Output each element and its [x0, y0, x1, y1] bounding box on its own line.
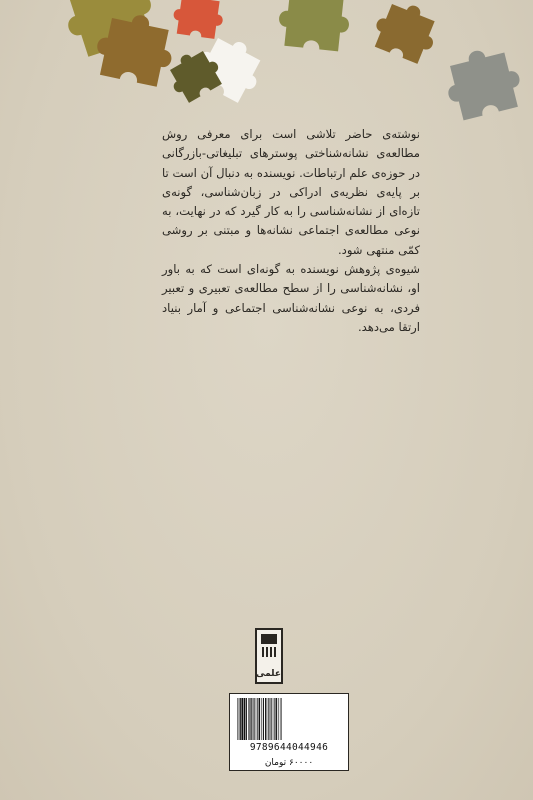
barcode-bar	[274, 698, 275, 740]
barcode-bar	[267, 698, 268, 740]
barcode-bar	[276, 698, 277, 740]
barcode-bar	[278, 698, 279, 740]
publisher-logo-text: علمی	[256, 669, 281, 679]
barcode-bar	[257, 698, 258, 740]
barcode-bar	[240, 698, 241, 740]
price-label: ۶۰۰۰۰ تومان	[229, 756, 349, 771]
barcode-bar	[281, 698, 282, 740]
publisher-logo	[255, 628, 283, 684]
barcode-bar	[280, 698, 281, 740]
barcode-bar	[265, 698, 266, 740]
barcode-bar	[246, 698, 247, 740]
isbn-barcode	[229, 693, 349, 757]
barcode-bar	[251, 698, 252, 740]
back-cover-blurb	[162, 125, 420, 337]
barcode-bars	[236, 698, 342, 740]
barcode-bar	[244, 698, 246, 740]
logo-window-shape	[261, 634, 277, 644]
barcode-bar	[237, 698, 238, 740]
barcode-bar	[256, 698, 257, 740]
barcode-bar	[259, 698, 260, 740]
barcode-bar	[248, 698, 249, 740]
barcode-bar	[268, 698, 269, 740]
barcode-bar	[273, 698, 274, 740]
barcode-bar	[263, 698, 264, 740]
blurb-paragraph-2: شیوه‌ی پژوهش نویسنده به گونه‌ای است که به باور او، نشانه‌شناسی را از سطح مطالعه‌ی تعبیری و تعبیر فردی، به نوعی نشانه‌شناسی اجتماعی و آمار بنیاد ارتقا می‌دهد.	[162, 262, 420, 334]
barcode-bar	[254, 698, 255, 740]
puzzle-piece-brown-right	[368, 0, 443, 66]
puzzle-piece-green	[276, 0, 352, 52]
puzzle-piece-orange	[171, 0, 226, 40]
logo-bars-shape	[262, 647, 276, 657]
barcode-bar	[271, 698, 272, 740]
barcode-bar	[241, 698, 243, 740]
barcode-bar	[249, 698, 250, 740]
blurb-paragraph-1: نوشته‌ی حاضر تلاشی است برای معرفی روش مطالعه‌ی نشانه‌شناختی پوسترهای تبلیغاتی-بازرگانی در حوزه‌ی علم ارتباطات. نویسنده به دنبال آن است تا بر پایه‌ی نظریه‌ی ادراکی در زبان‌شناسی، گونه‌ی تازه‌ای از نشانه‌شناسی را به کار گیرد که در نهایت، به نوعی مطالعه‌ی اجتماعی نشانه‌ها و مبتنی بر روشی کمّی منتهی شود.	[162, 127, 420, 257]
isbn-number: 9789644044946	[249, 742, 329, 753]
barcode-bar	[261, 698, 262, 740]
puzzle-piece-gray	[440, 42, 526, 122]
barcode-bar	[239, 698, 240, 740]
barcode-bar	[250, 698, 251, 740]
